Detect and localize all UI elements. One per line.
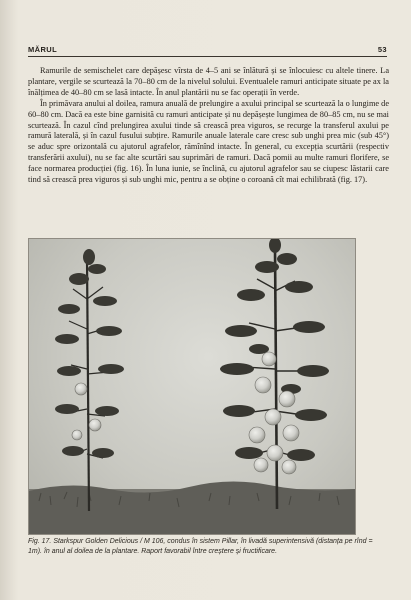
paragraph-1: Ramurile de semischelet care depășesc vîrsta de 4–5 ani se înlătură și se înlocuiesc cu altele tinere. La plantare, vergile se scurtează la 70–80 cm de la nivelul solului. Eventualele ramuri anticipate situate pe ax la înălțimea de 40–80 cm se lasă intacte. În anul plantării nu se fac operații în verde.: [28, 66, 389, 97]
figure-label: Fig. 17.: [28, 538, 52, 545]
figure-caption-text: Starkspur Golden Delicious / M 106, condus în sistem Pillar, în livadă superintensivă (distanța pe rînd = 1m). în anul al doilea de la plantare. Raport favorabil între creștere și fructificare.: [28, 538, 373, 555]
body-text: [28, 66, 389, 186]
figure-caption: [28, 537, 385, 556]
apple-trees-photo-icon: [29, 239, 355, 534]
figure-photo: [28, 238, 356, 535]
running-header: [28, 38, 387, 57]
page-number: 53: [377, 45, 387, 54]
paragraph-2: În primăvara anului al doilea, ramura anuală de prelungire a axului principal se scurtează la o lungime de 60–80 cm. Dacă ea este bine garnisită cu ramuri anticipate și nu depășește lungimea de 80–85 cm, nu se mai scurtează. În cazul cînd prelungirea axului tinde să crească prea viguros, se recurge la transferul axului pe ramură laterală, și în cazul fusului subțire. Ramurile anuale laterale care cresc sub unghi prea mic (sub 45°) se aduc spre orizontală cu ajutorul agrafelor, rămînînd intacte. În general, cu excepția scurtării (respectiv transferării axului), nu se fac alte scurtări sau suprimări de ramuri. Dacă pomii au multe ramuri florifere, se face normarea producției (fig. 16). În luna iunie, se înclină, cu ajutorul agrafelor sau se ciupesc lăstarii care tind să crească prea viguros și sub unghi mic, pentru a se obține o coroană cît mai echilibrată (fig. 17).: [28, 98, 389, 185]
running-title: MĂRUL: [28, 45, 58, 54]
